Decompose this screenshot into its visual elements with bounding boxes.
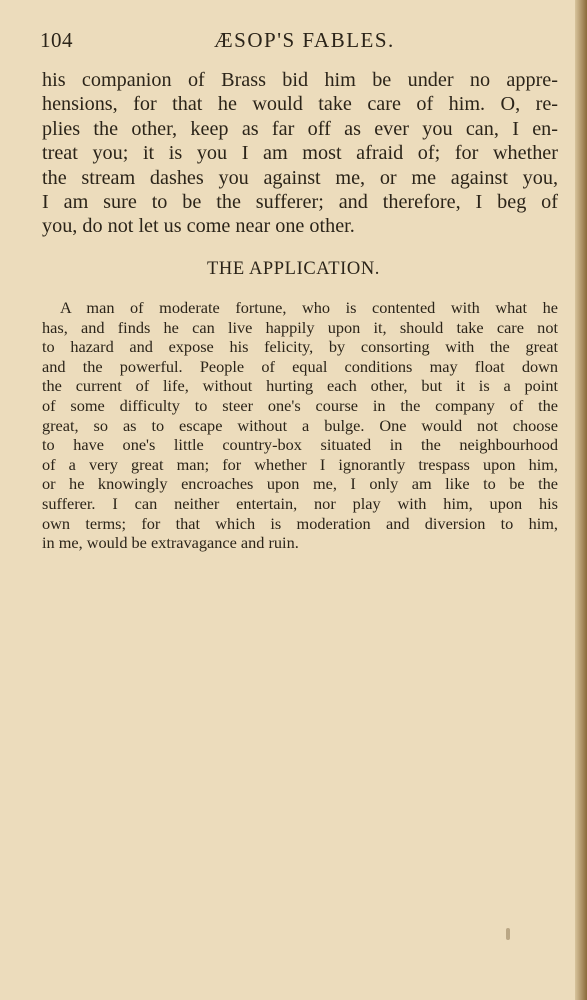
application-line: in me, would be extravagance and ruin. [42, 533, 299, 553]
application-line: of a very great man; for whether I ignorantly trespass upon him, [42, 454, 558, 474]
application-line: A man of moderate fortune, who is contented with what he [60, 298, 558, 317]
fable-line: the stream dashes you against me, or me against you, [42, 166, 558, 189]
application-line: to have one's little country-box situated in the neighbourhood [42, 435, 558, 455]
fable-line: I am sure to be the sufferer; and therefore, I beg of [42, 191, 558, 214]
page-header [40, 26, 560, 60]
section-heading: THE APPLICATION. [206, 259, 381, 279]
application-line: the current of life, without hurting each other, but it is a point [42, 376, 558, 396]
page-edge-shadow [575, 0, 587, 1000]
application-line: and the powerful. People of equal conditions may float down [42, 356, 558, 376]
fable-text [42, 68, 558, 239]
running-head: ÆSOP'S FABLES. [214, 28, 395, 52]
fable-line: his companion of Brass bid him be under no appre- [42, 69, 558, 91]
application-text [42, 298, 558, 553]
fable-line: plies the other, keep as far off as ever you can, I en- [42, 117, 558, 140]
application-line: has, and finds he can live happily upon it, should take care not [42, 317, 558, 337]
application-line: sufferer. I can neither entertain, nor play with him, upon his [42, 493, 558, 513]
application-line: or he knowingly encroaches upon me, I only am like to be the [42, 474, 558, 494]
application-line: to hazard and expose his felicity, by consorting with the great [42, 337, 558, 357]
application-line: great, so as to escape without a bulge. One would not choose [42, 415, 558, 435]
page-number: 104 [40, 28, 73, 52]
fable-line: treat you; it is you I am most afraid of; for whether [42, 142, 558, 165]
ink-speck [506, 928, 510, 940]
application-line: own terms; for that which is moderation and diversion to him, [42, 513, 558, 533]
application-line: of some difficulty to steer one's course in the company of the [42, 395, 558, 415]
fable-line: hensions, for that he would take care of him. O, re- [42, 93, 558, 116]
fable-line: you, do not let us come near one other. [42, 215, 355, 238]
